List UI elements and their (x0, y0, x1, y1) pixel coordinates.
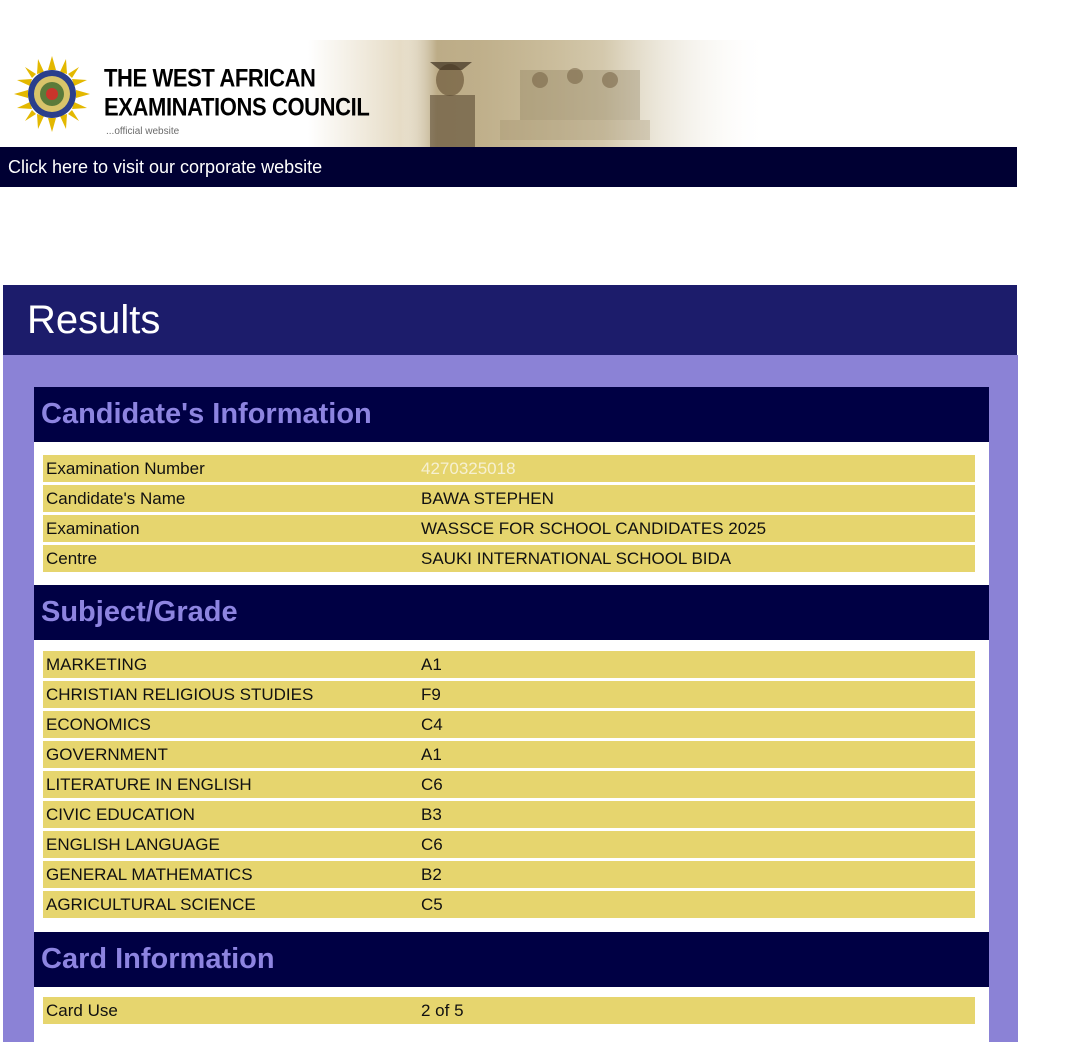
subject-name: GOVERNMENT (46, 745, 168, 764)
org-name-line2: EXAMINATIONS COUNCIL (104, 93, 370, 121)
field-label: Candidate's Name (46, 489, 186, 508)
exam-number-value: 4270325018 (421, 459, 516, 478)
table-row (43, 861, 975, 888)
card-info-title: Card Information (41, 943, 275, 975)
table-row (43, 455, 975, 482)
waec-seal-icon (14, 56, 90, 132)
table-row (43, 741, 975, 768)
grade-value: F9 (421, 685, 441, 704)
centre-value: SAUKI INTERNATIONAL SCHOOL BIDA (421, 549, 732, 568)
subject-grade-heading (34, 585, 989, 640)
grade-value: B2 (421, 865, 442, 884)
grade-value: C6 (421, 835, 443, 854)
subject-name: CIVIC EDUCATION (46, 805, 195, 824)
subject-name: GENERAL MATHEMATICS (46, 865, 253, 884)
grade-value: A1 (421, 745, 442, 764)
subject-name: MARKETING (46, 655, 148, 674)
subject-name: ECONOMICS (46, 715, 151, 734)
field-label: Examination Number (46, 459, 205, 478)
table-row (43, 485, 975, 512)
grade-value: C4 (421, 715, 443, 734)
corporate-website-link[interactable]: Click here to visit our corporate website (8, 156, 323, 177)
page-title: Results (27, 297, 161, 342)
field-label: Card Use (46, 1001, 118, 1020)
subject-name: LITERATURE IN ENGLISH (46, 775, 252, 794)
table-row (43, 545, 975, 572)
table-row (43, 515, 975, 542)
results-header (3, 285, 1017, 355)
subject-name: AGRICULTURAL SCIENCE (46, 895, 256, 914)
org-name-line1: THE WEST AFRICAN (104, 64, 316, 92)
candidate-info-heading (34, 387, 989, 442)
results-panel (3, 355, 1018, 1042)
site-banner (0, 40, 770, 147)
corporate-link-bar (0, 147, 1017, 187)
examination-value: WASSCE FOR SCHOOL CANDIDATES 2025 (421, 519, 767, 538)
table-row (43, 891, 975, 918)
table-row (43, 681, 975, 708)
results-card (34, 387, 989, 1042)
candidate-info-table (43, 455, 975, 575)
field-label: Centre (46, 549, 98, 568)
card-info-heading (34, 932, 989, 987)
field-label: Examination (46, 519, 140, 538)
table-row (43, 997, 975, 1024)
card-use-value: 2 of 5 (421, 1001, 464, 1020)
candidate-info-title: Candidate's Information (41, 398, 372, 430)
subject-grade-table (43, 651, 975, 921)
subject-name: CHRISTIAN RELIGIOUS STUDIES (46, 685, 314, 704)
table-row (43, 831, 975, 858)
grade-value: A1 (421, 655, 442, 674)
grade-value: B3 (421, 805, 442, 824)
grade-value: C5 (421, 895, 443, 914)
subject-name: ENGLISH LANGUAGE (46, 835, 220, 854)
table-row (43, 651, 975, 678)
candidate-name-value: BAWA STEPHEN (421, 489, 554, 508)
graduates-photo (400, 40, 770, 147)
tagline: ...official website (106, 126, 180, 137)
subject-grade-title: Subject/Grade (41, 596, 238, 628)
table-row (43, 711, 975, 738)
table-row (43, 771, 975, 798)
table-row (43, 801, 975, 828)
card-info-table (43, 997, 975, 1027)
grade-value: C6 (421, 775, 443, 794)
